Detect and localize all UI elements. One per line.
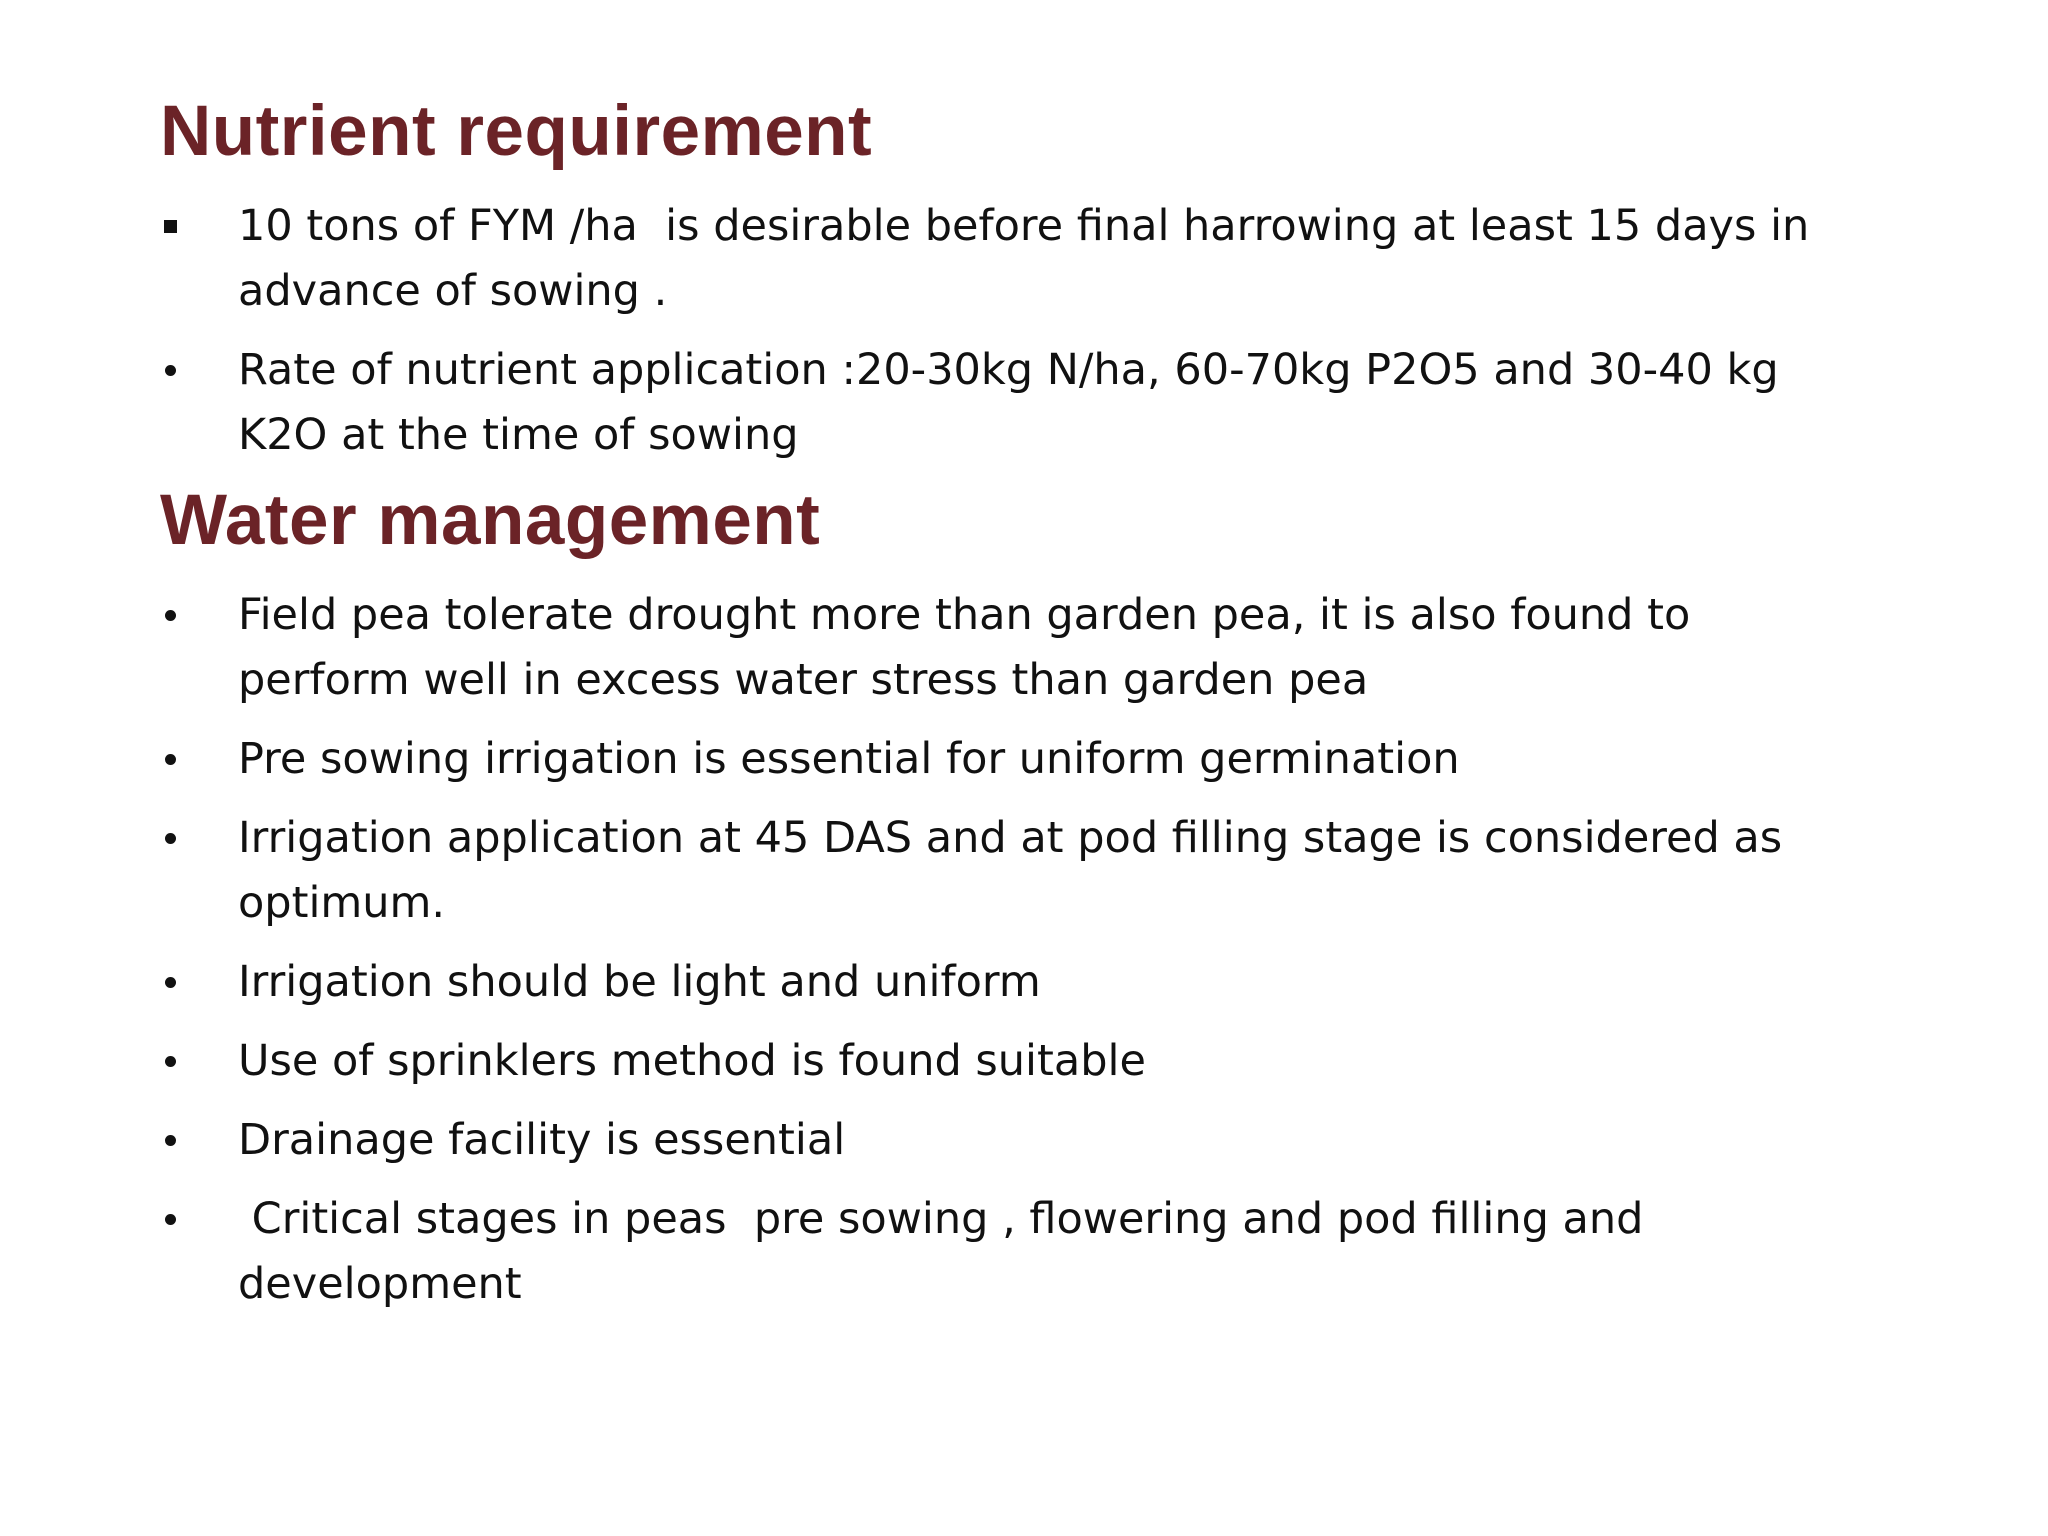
round-bullet-icon — [160, 1029, 200, 1094]
round-bullet-icon — [160, 583, 200, 648]
round-bullet-icon — [160, 727, 200, 792]
list-item-text: Irrigation application at 45 DAS and at pod filling stage is considered as optimum. — [238, 813, 1796, 928]
water-management-list — [0, 583, 2048, 1331]
list-item-text: Pre sowing irrigation is essential for uniform germination — [238, 734, 1460, 784]
round-bullet-icon — [160, 1187, 200, 1252]
round-bullet-icon — [160, 1108, 200, 1173]
round-bullet-icon — [160, 806, 200, 871]
list-item — [0, 338, 1858, 468]
list-item — [0, 1187, 1858, 1317]
list-item-text: Field pea tolerate drought more than garden pea, it is also found to perform well in excess water stress than garden pea — [238, 590, 1704, 705]
list-item — [0, 806, 1858, 936]
list-item — [0, 950, 1858, 1015]
nutrient-requirement-list — [0, 194, 2048, 482]
section-heading-water-management: Water management — [160, 481, 821, 560]
round-bullet-icon — [160, 338, 200, 403]
section-heading-nutrient-requirement: Nutrient requirement — [160, 92, 873, 171]
list-item — [0, 1108, 1858, 1173]
list-item-text: Irrigation should be light and uniform — [238, 957, 1041, 1007]
list-item — [0, 727, 1858, 792]
list-item-text: Use of sprinklers method is found suitable — [238, 1036, 1146, 1086]
list-item-text: Critical stages in peas pre sowing , flowering and pod filling and development — [238, 1194, 1658, 1309]
list-item-text: 10 tons of FYM /ha is desirable before final harrowing at least 15 days in advance of sowing . — [238, 201, 1823, 316]
list-item — [0, 194, 1858, 324]
list-item-text: Drainage facility is essential — [238, 1115, 846, 1165]
square-bullet-icon — [160, 194, 200, 259]
round-bullet-icon — [160, 950, 200, 1015]
list-item — [0, 1029, 1858, 1094]
list-item-text: Rate of nutrient application :20-30kg N/ha, 60-70kg P2O5 and 30-40 kg K2O at the time of sowing — [238, 345, 1793, 460]
list-item — [0, 583, 1858, 713]
